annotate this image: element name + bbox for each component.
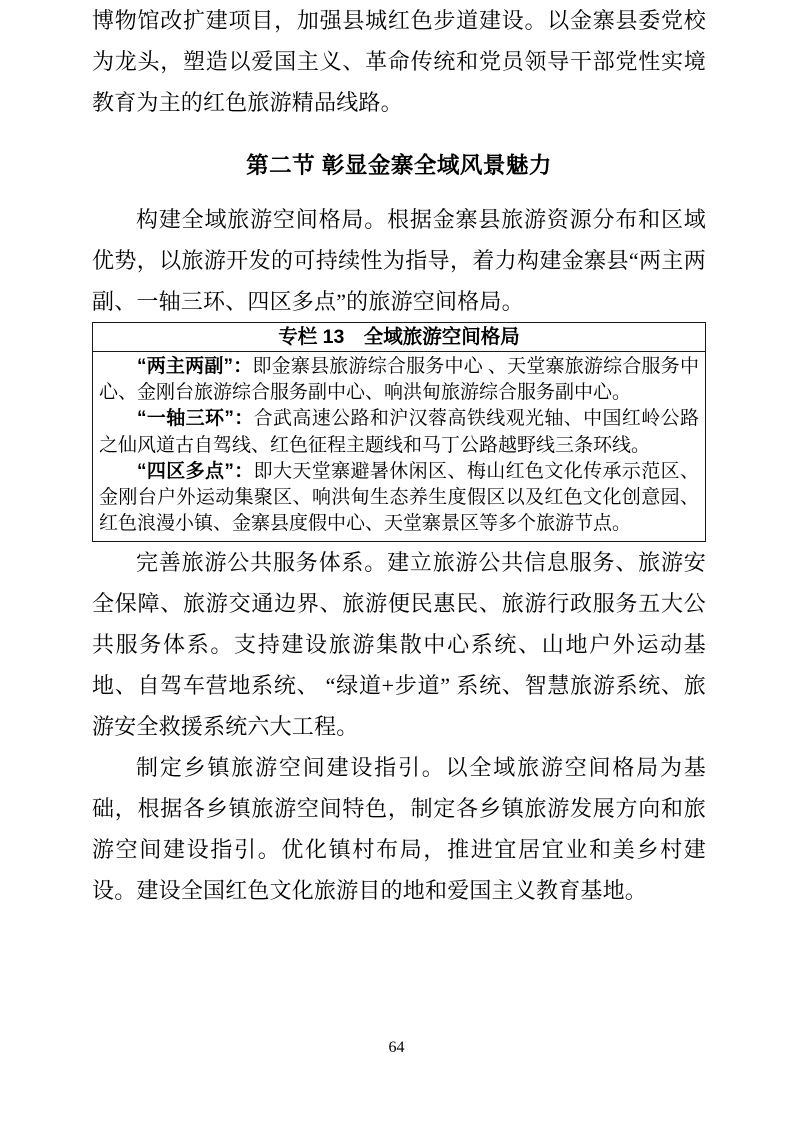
feature-box-body <box>93 352 705 541</box>
paragraph-public-service: 完善旅游公共服务体系。建立旅游公共信息服务、旅游安全保障、旅游交通边界、旅游便民惠民、旅游行政服务五大公共服务体系。支持建设旅游集散中心系统、山地户外运动基地、自驾车营地系统、 “绿道+步道” 系统、智慧旅游系统、旅游安全救援系统六大工程。 <box>92 550 706 740</box>
box-item-four-zones-multi-points <box>99 459 699 538</box>
box-item-one-axis-three-rings <box>99 406 699 458</box>
box-item-text: 即大天堂寨避暑休闲区、梅山红色文化传承示范区、金刚台户外运动集聚区、响洪甸生态养生度假区以及红色文化创意园、红色浪漫小镇、金寨县度假中心、天堂寨景区等多个旅游节点。 <box>99 460 699 535</box>
paragraph-township-guideline: 制定乡镇旅游空间建设指引。以全域旅游空间格局为基础，根据各乡镇旅游空间特色，制定各乡镇旅游发展方向和旅游空间建设指引。优化镇村布局，推进宜居宜业和美乡村建设。建设全国红色文化旅游目的地和爱国主义教育基地。 <box>92 755 706 904</box>
paragraph-spatial-structure: 构建全域旅游空间格局。根据金寨县旅游资源分布和区域优势，以旅游开发的可持续性为指导，着力构建金寨县“两主两副、一轴三环、四区多点”的旅游空间格局。 <box>92 207 706 314</box>
feature-box-column-13 <box>92 322 706 542</box>
paragraph-red-tourism-continuation: 博物馆改扩建项目，加强县城红色步道建设。以金寨县委党校为龙头，塑造以爱国主义、革命传统和党员领导干部党性实境教育为主的红色旅游精品线路。 <box>92 8 706 115</box>
box-item-two-main-two-sub <box>99 354 699 406</box>
box-item-text: 合武高速公路和沪汉蓉高铁线观光轴、中国红岭公路之仙风道古自驾线、红色征程主题线和马丁公路越野线三条环线。 <box>99 408 699 456</box>
box-item-lead: “一轴三环”： <box>137 408 254 430</box>
feature-box-title: 专栏 13 全域旅游空间格局 <box>93 323 705 352</box>
text-column <box>92 0 706 911</box>
box-item-text: 即金寨县旅游综合服务中心 、天堂寨旅游综合服务中心、金刚台旅游综合服务副中心、响洪甸旅游综合服务副中心。 <box>99 356 699 404</box>
page-number: 64 <box>388 1039 405 1056</box>
section-heading: 第二节 彰显金寨全域风景魅力 <box>246 153 552 178</box>
box-item-lead: “四区多点”： <box>137 460 254 482</box>
box-item-lead: “两主两副”： <box>137 356 253 377</box>
